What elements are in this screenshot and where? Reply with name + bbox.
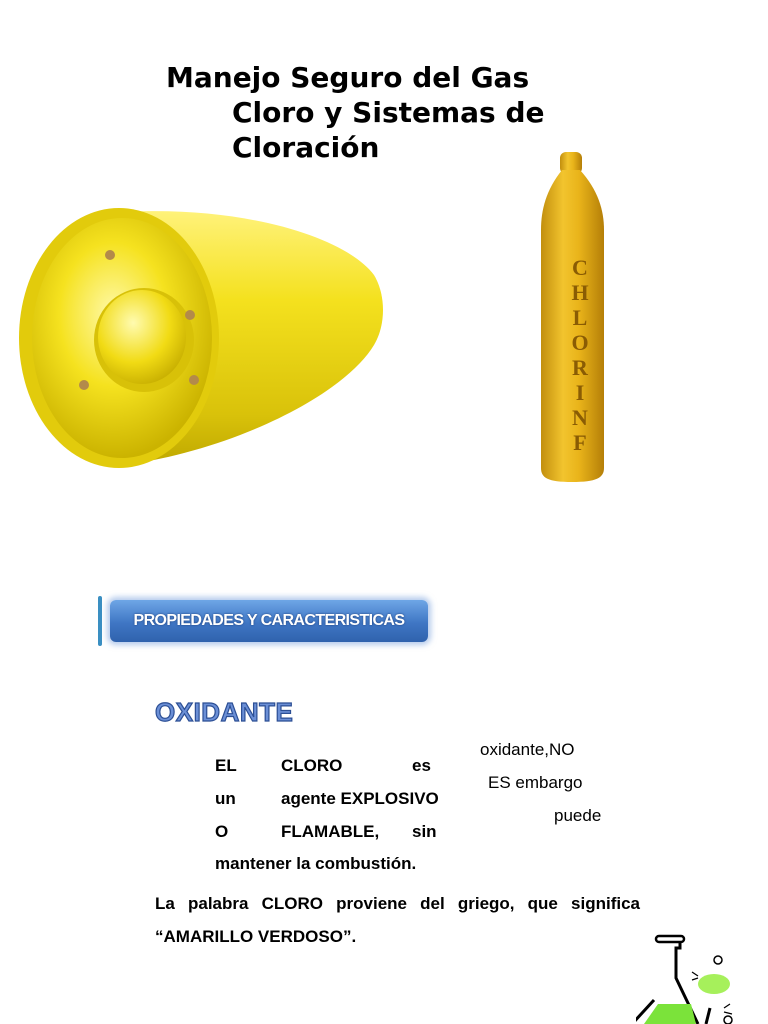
body-line: mantener la combustión. xyxy=(215,854,417,873)
properties-button[interactable]: PROPIEDADES Y CARACTERISTICAS xyxy=(110,600,428,642)
side-text-line: oxidante,NO xyxy=(480,740,575,759)
cylinder-letter: L xyxy=(572,305,588,330)
cylinder-letter: C xyxy=(572,255,588,280)
body-paragraph: La palabra CLORO proviene del griego, que significa “AMARILLO VERDOSO”. xyxy=(155,894,640,946)
properties-button-wrapper xyxy=(98,592,436,650)
body-word: O xyxy=(215,822,229,841)
page-title-line-3: Cloración xyxy=(232,131,380,164)
side-text-line: ES embargo xyxy=(488,773,583,792)
flask-icon xyxy=(636,908,746,1024)
cylinder-letter: R xyxy=(572,355,588,380)
body-word: CLORO xyxy=(281,756,343,775)
button-edge-decoration xyxy=(98,596,102,646)
cylinder-letter: I xyxy=(575,380,585,405)
body-word: agente EXPLOSIVO xyxy=(281,789,439,808)
chlorine-tank-image xyxy=(14,195,384,475)
cylinder-letter: F xyxy=(573,430,587,455)
cylinder-letter: O xyxy=(571,330,589,355)
chlorine-cylinder-image xyxy=(532,150,617,485)
body-word: FLAMABLE, xyxy=(281,822,380,841)
body-word: EL xyxy=(215,756,237,775)
body-word: un xyxy=(215,789,236,808)
page-title-line-2: Cloro y Sistemas de xyxy=(232,96,545,129)
body-word: sin xyxy=(412,822,437,841)
side-text-line: puede xyxy=(554,806,602,825)
section-heading-oxidante: OXIDANTE xyxy=(155,697,294,727)
page-title-line-1: Manejo Seguro del Gas xyxy=(166,61,530,94)
cylinder-letter: H xyxy=(571,280,589,305)
cylinder-letter: N xyxy=(572,405,588,430)
body-word: es xyxy=(412,756,431,775)
